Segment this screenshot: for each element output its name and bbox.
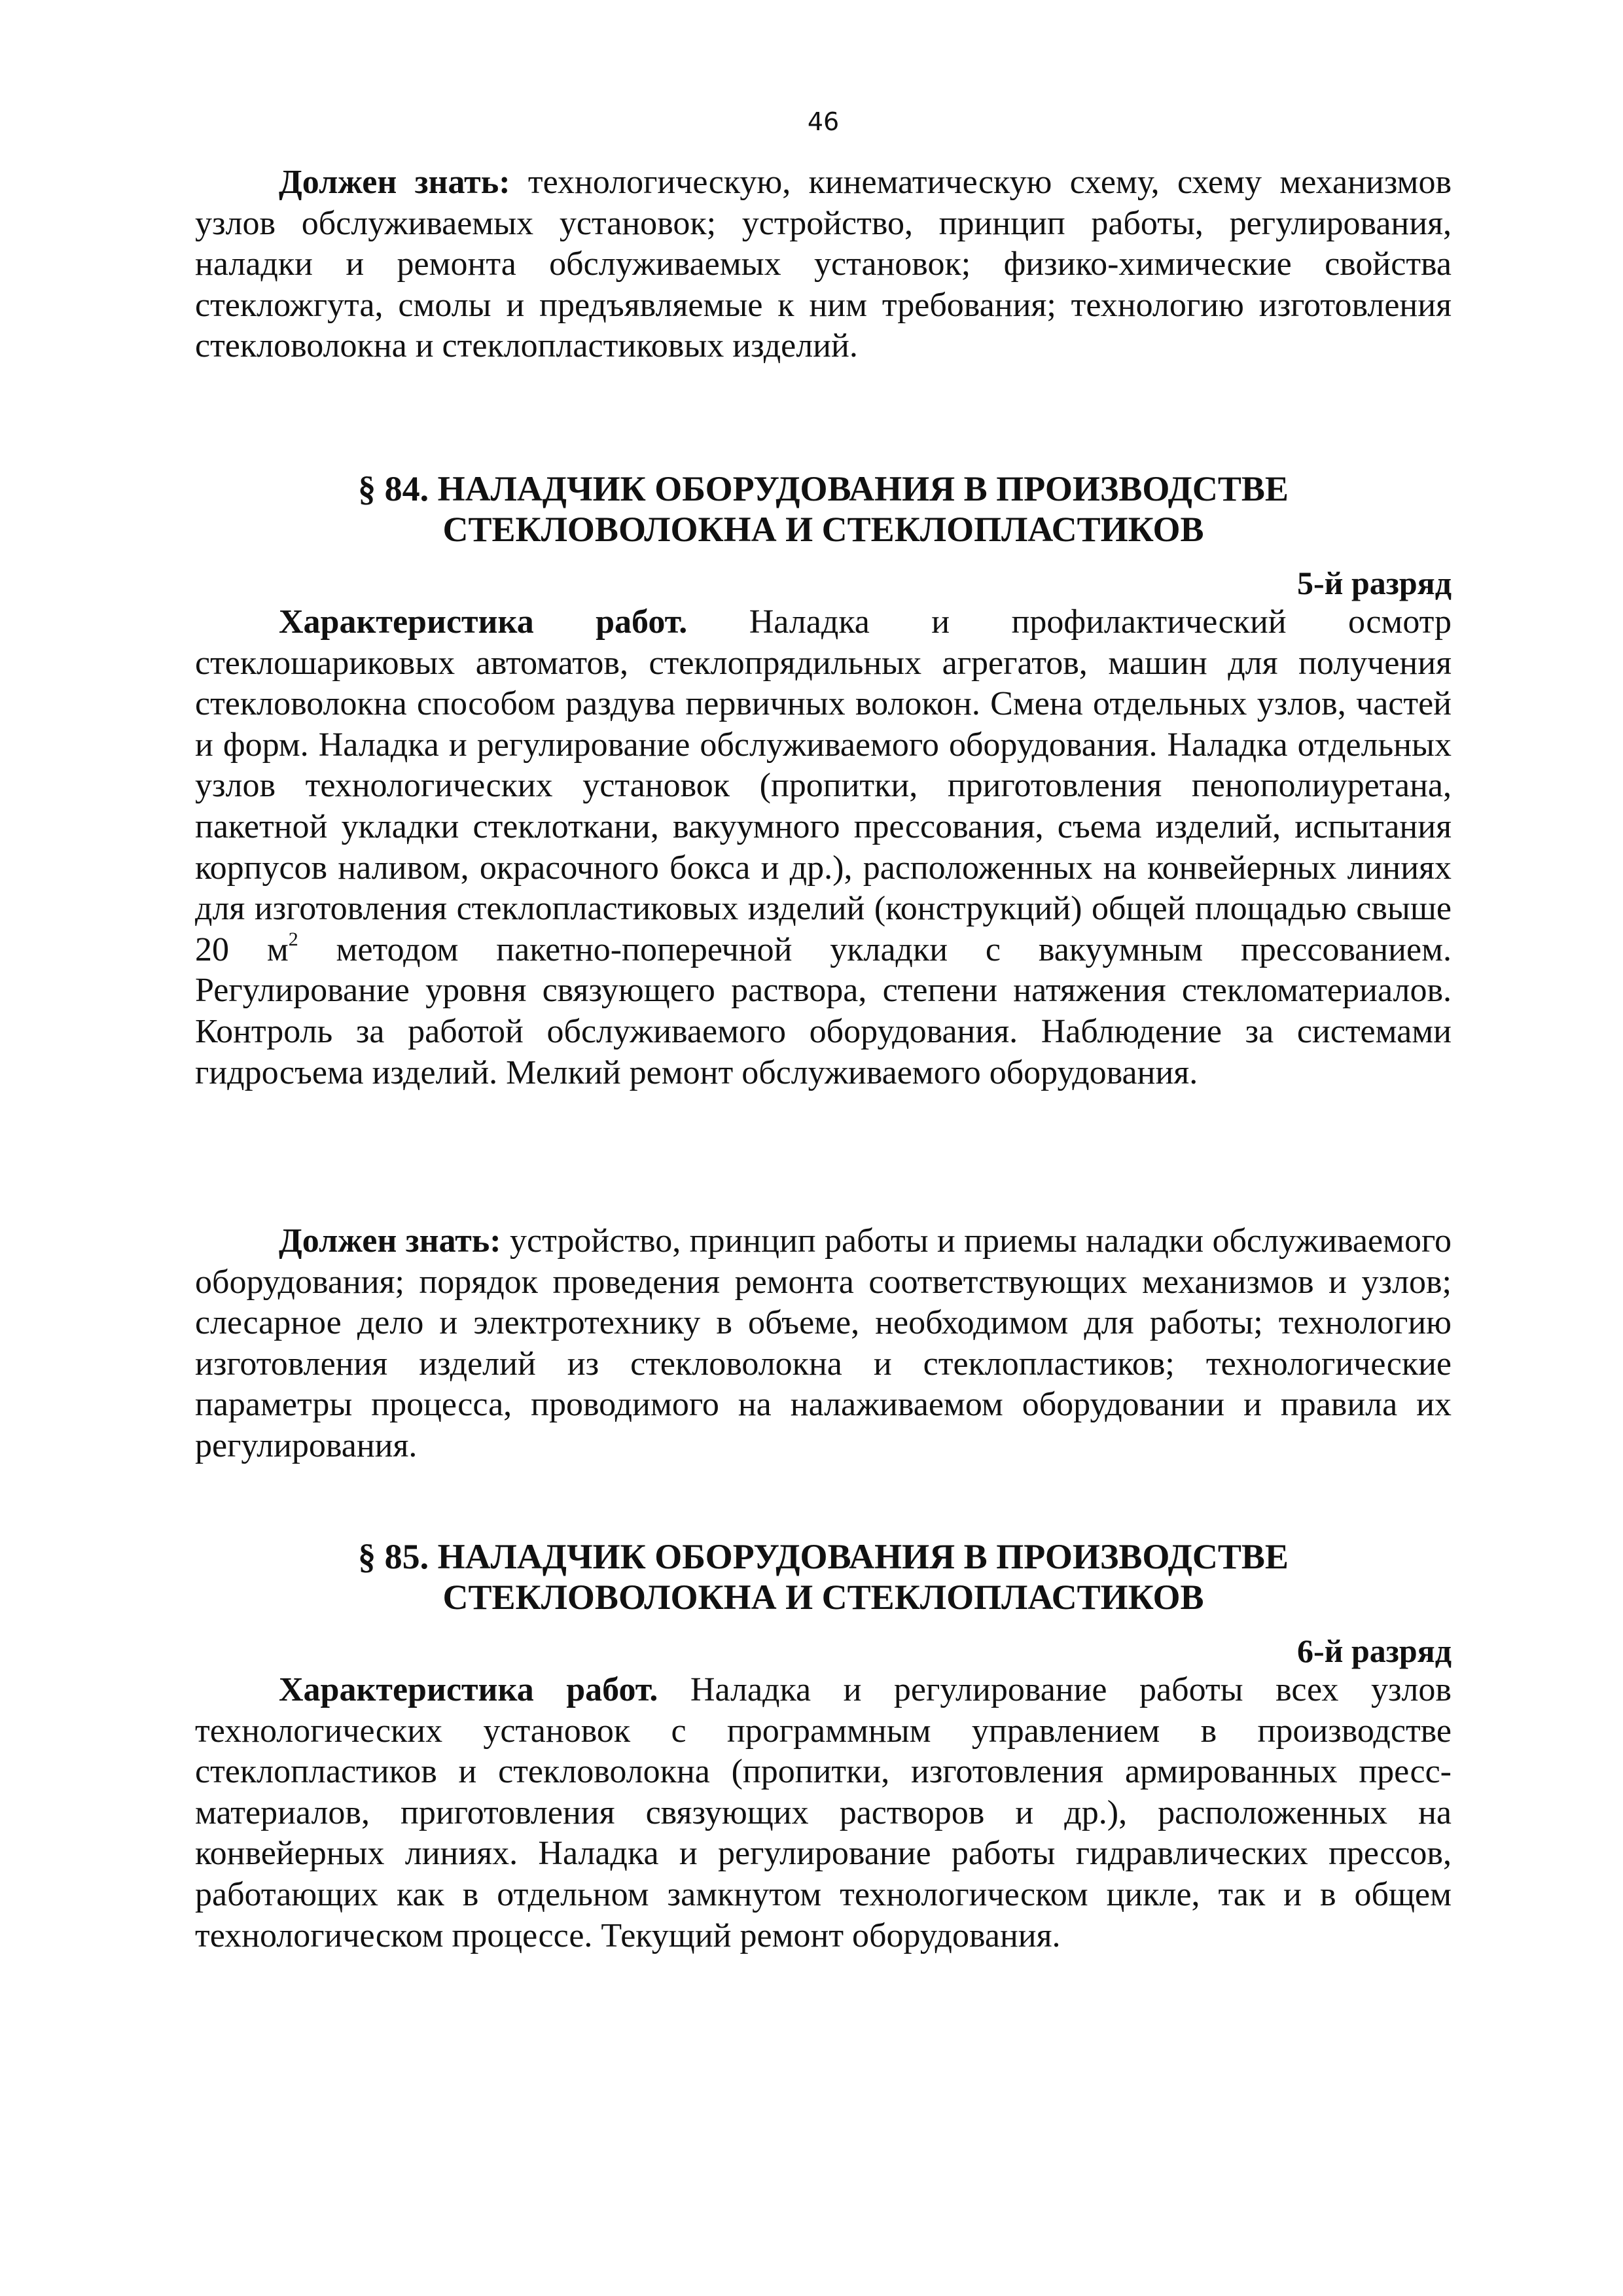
section-85-grade: 6-й разряд (1296, 1633, 1452, 1669)
section-85-title-line2: СТЕКЛОВОЛОКНА И СТЕКЛОПЛАСТИКОВ (442, 1578, 1204, 1617)
section-84-title-line1: § 84. НАЛАДЧИК ОБОРУДОВАНИЯ В ПРОИЗВОДСТВЕ (358, 469, 1289, 508)
section-85-char-text: Наладка и регулирование работы всех узлов технологических установок с программным управлением в производстве стеклопластиков и стекловолокна (пропитки, изготовления армированных пресс-материалов, приготовления связующих растворов и др.), расположенных на конвейерных линиях. Наладка и регулирование работы гидравлических прессов, работающих как в отдельном замкнутом технологическом цикле, так и в общем технологическом процессе. Текущий ремонт оборудования. (195, 1671, 1452, 1954)
intro-text: технологическую, кинематическую схему, схему механизмов узлов обслуживаемых установок; устройство, принцип работы, регулирования, наладки и ремонта обслуживаемых установок; физико-химические свойства стекложгута, смолы и предъявляемые к ним требования; технологию изготовления стекловолокна и стеклопластиковых изделий. (195, 164, 1452, 365)
section-84-char-label: Характеристика работ. (279, 603, 688, 641)
document-page (195, 0, 1452, 2296)
section-84-char-text-b: методом пакетно-поперечной укладки с вакуумным прессованием. Регулирование уровня связующего раствора, степени натяжения стекломатериалов. Контроль за работой обслуживаемого оборудования. Наблюдение за системами гидросъема изделий. Мелкий ремонт обслуживаемого оборудования. (195, 930, 1452, 1091)
section-84-grade: 5-й разряд (1296, 565, 1452, 601)
section-84-characteristics (195, 602, 1452, 1093)
section-84-title-line2: СТЕКЛОВОЛОКНА И СТЕКЛОПЛАСТИКОВ (442, 510, 1204, 549)
section-84-heading (195, 468, 1452, 550)
page-number: 46 (807, 107, 840, 136)
section-85-characteristics (195, 1670, 1452, 1956)
section-84-know-text: устройство, принцип работы и приемы наладки обслуживаемого оборудования; порядок проведения ремонта соответствующих механизмов и узлов; слесарное дело и электротехнику в объеме, необходимом для работы; технологию изготовления изделий из стекловолокна и стеклопластиков; технологические параметры процесса, проводимого на налаживаемом оборудовании и правила их регулирования. (195, 1222, 1452, 1464)
intro-paragraph (195, 162, 1452, 367)
section-84-superscript: 2 (288, 928, 298, 951)
section-84-must-know (195, 1221, 1452, 1467)
section-85-title-line1: § 85. НАЛАДЧИК ОБОРУДОВАНИЯ В ПРОИЗВОДСТВЕ (358, 1537, 1289, 1576)
section-85-char-label: Характеристика работ. (279, 1671, 658, 1708)
section-85-heading (195, 1536, 1452, 1617)
section-84-char-text-a: Наладка и профилактический осмотр стеклошариковых автоматов, стеклопрядильных агрегатов, машин для получения стекловолокна способом раздува первичных волокон. Смена отдельных узлов, частей и форм. Наладка и регулирование обслуживаемого оборудования. Наладка отдельных узлов технологических установок (пропитки, приготовления пенополиуретана, пакетной укладки стеклоткани, вакуумного прессования, съема изделий, испытания корпусов наливом, окрасочного бокса и др.), расположенных на конвейерных линиях для изготовления стеклопластиковых изделий (конструкций) общей площадью свыше 20 м (195, 603, 1452, 968)
intro-label: Должен знать: (279, 164, 510, 201)
section-84-know-label: Должен знать: (279, 1222, 501, 1260)
